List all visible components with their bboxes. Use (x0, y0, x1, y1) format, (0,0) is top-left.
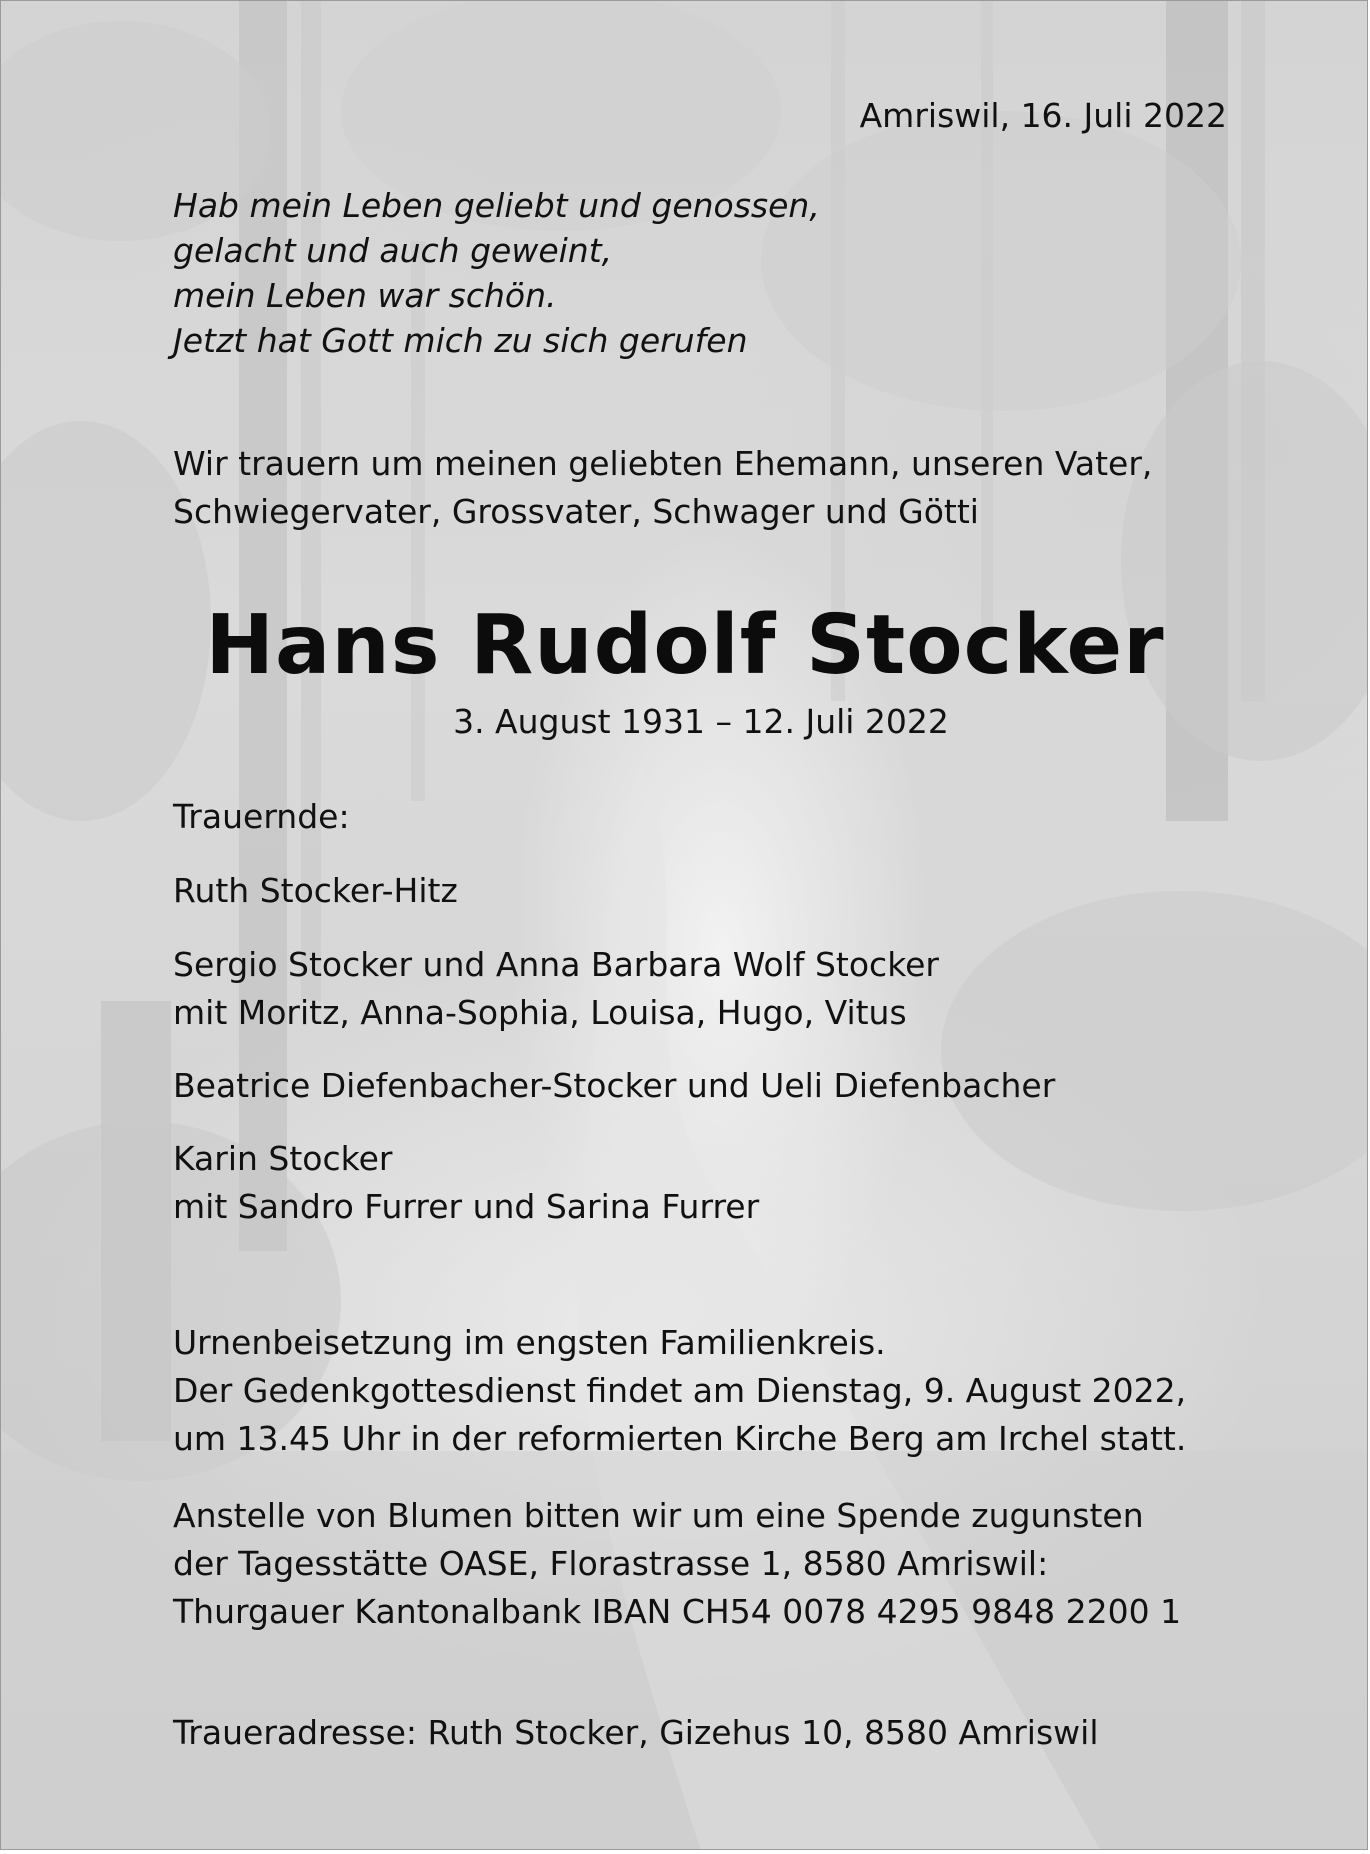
foliage (761, 111, 1241, 411)
foliage (941, 891, 1368, 1211)
mourner-line: Karin Stocker (173, 1139, 393, 1178)
verse-line: Jetzt hat Gott mich zu sich gerufen (173, 321, 748, 360)
mourners-heading: Trauernde: (173, 797, 350, 836)
donation-line: Thurgauer Kantonalbank IBAN CH54 0078 4295 9848 2200 1 (173, 1592, 1182, 1631)
donation-line: der Tagesstätte OASE, Florastrasse 1, 8580 Amriswil: (173, 1544, 1049, 1583)
memorial-verse (173, 183, 820, 363)
ceremony-line: Urnenbeisetzung im engsten Familienkreis. (173, 1323, 886, 1362)
donation-line: Anstelle von Blumen bitten wir um eine Spende zugunsten (173, 1496, 1144, 1535)
verse-line: Hab mein Leben geliebt und genossen, (173, 186, 820, 225)
verse-line: mein Leben war schön. (173, 276, 557, 315)
lifespan-dates: 3. August 1931 – 12. Juli 2022 (453, 702, 949, 741)
mourner-group (173, 1062, 1055, 1110)
mourning-intro (173, 440, 1152, 536)
place-date: Amriswil, 16. Juli 2022 (859, 96, 1227, 135)
mourner-line: Ruth Stocker-Hitz (173, 871, 458, 910)
ceremony-line: Der Gedenkgottesdienst findet am Dienstag, 9. August 2022, (173, 1371, 1187, 1410)
intro-line: Wir trauern um meinen geliebten Ehemann, unseren Vater, (173, 444, 1153, 483)
intro-line: Schwiegervater, Grossvater, Schwager und Götti (173, 492, 979, 531)
ceremony-line: um 13.45 Uhr in der reformierten Kirche Berg am Irchel statt. (173, 1419, 1187, 1458)
mourner-group (173, 941, 939, 1037)
donation-info (173, 1492, 1181, 1636)
deceased-name: Hans Rudolf Stocker (205, 598, 1165, 693)
mourning-address: Traueradresse: Ruth Stocker, Gizehus 10, 8580 Amriswil (173, 1713, 1099, 1752)
mourner-group (173, 1135, 759, 1231)
verse-line: gelacht und auch geweint, (173, 231, 613, 270)
mourner-line: mit Sandro Furrer und Sarina Furrer (173, 1187, 760, 1226)
mourner-line: Beatrice Diefenbacher-Stocker und Ueli Diefenbacher (173, 1066, 1056, 1105)
mourner-line: Sergio Stocker und Anna Barbara Wolf Stocker (173, 945, 939, 984)
mourner-group (173, 867, 458, 915)
mourner-line: mit Moritz, Anna-Sophia, Louisa, Hugo, Vitus (173, 993, 907, 1032)
ceremony-info (173, 1319, 1186, 1463)
